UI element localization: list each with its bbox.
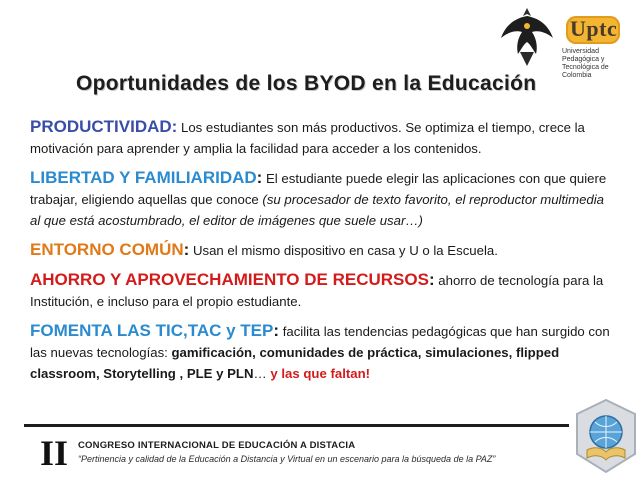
list-item-libertad (30, 167, 615, 231)
item-colon: : (273, 321, 280, 340)
item-heading: PRODUCTIVIDAD: (30, 117, 178, 136)
list-item-entorno (30, 239, 615, 261)
item-bold-text: gamificación, comunidades de práctica, simulaciones, flipped classroom, Storytelling , PLE y PLN (30, 345, 560, 381)
slide-title: Oportunidades de los BYOD en la Educación (76, 72, 537, 95)
content-list (30, 116, 615, 392)
item-heading: ENTORNO COMÚN (30, 240, 184, 259)
item-ellipsis: … (253, 366, 271, 381)
item-heading: FOMENTA LAS TIC,TAC y TEP (30, 321, 274, 340)
item-text: facilita las tendencias pedagógicas que han surgido con las nuevas tecnologías: (30, 324, 610, 360)
item-red-text: y las que faltan! (270, 366, 371, 381)
item-text: El estudiante puede elegir las aplicaciones con que quiere trabajar, eligiendo aquellas que conoce (30, 171, 607, 207)
globe-book-emblem-icon (575, 398, 637, 474)
uptc-logo (560, 10, 634, 79)
item-text: Usan el mismo dispositivo en casa y U o la Escuela. (189, 243, 498, 258)
item-italic-text: (su procesador de texto favorito, el reproductor multimedia al que está acostumbrado, el editor de imágenes que suele usar…) (30, 192, 604, 228)
list-item-fomenta (30, 320, 615, 384)
university-crest-icon (498, 4, 556, 70)
item-colon: : (428, 270, 435, 289)
logo-subtitle-line-1: Universidad Pedagógica y (562, 48, 605, 63)
footer-congress-title: CONGRESO INTERNACIONAL DE EDUCACIÓN A DISTACIA (78, 440, 356, 451)
item-text: ahorro de tecnología para la Institución, e incluso para el propio estudiante. (30, 273, 604, 309)
list-item-ahorro (30, 269, 615, 312)
item-colon: : (183, 240, 190, 259)
item-heading: AHORRO Y APROVECHAMIENTO DE RECURSOS (30, 270, 429, 289)
logo-subtitle-line-2: Tecnológica de Colombia (562, 64, 609, 79)
footer-divider (24, 424, 569, 427)
footer-tagline: “Pertinencia y calidad de la Educación a Distancia y Virtual en un escenario para la búsqueda de la PAZ” (78, 454, 496, 464)
item-heading: LIBERTAD Y FAMILIARIDAD (30, 168, 257, 187)
uptc-logo-word: Uptc (570, 16, 618, 41)
footer-roman-numeral: II (40, 433, 69, 473)
list-item-productividad (30, 116, 615, 159)
item-text: Los estudiantes son más productivos. Se optimiza el tiempo, crece la motivación para aprender y amplia la facilidad para acceder a los contenidos. (30, 120, 585, 156)
item-colon: : (256, 168, 263, 187)
